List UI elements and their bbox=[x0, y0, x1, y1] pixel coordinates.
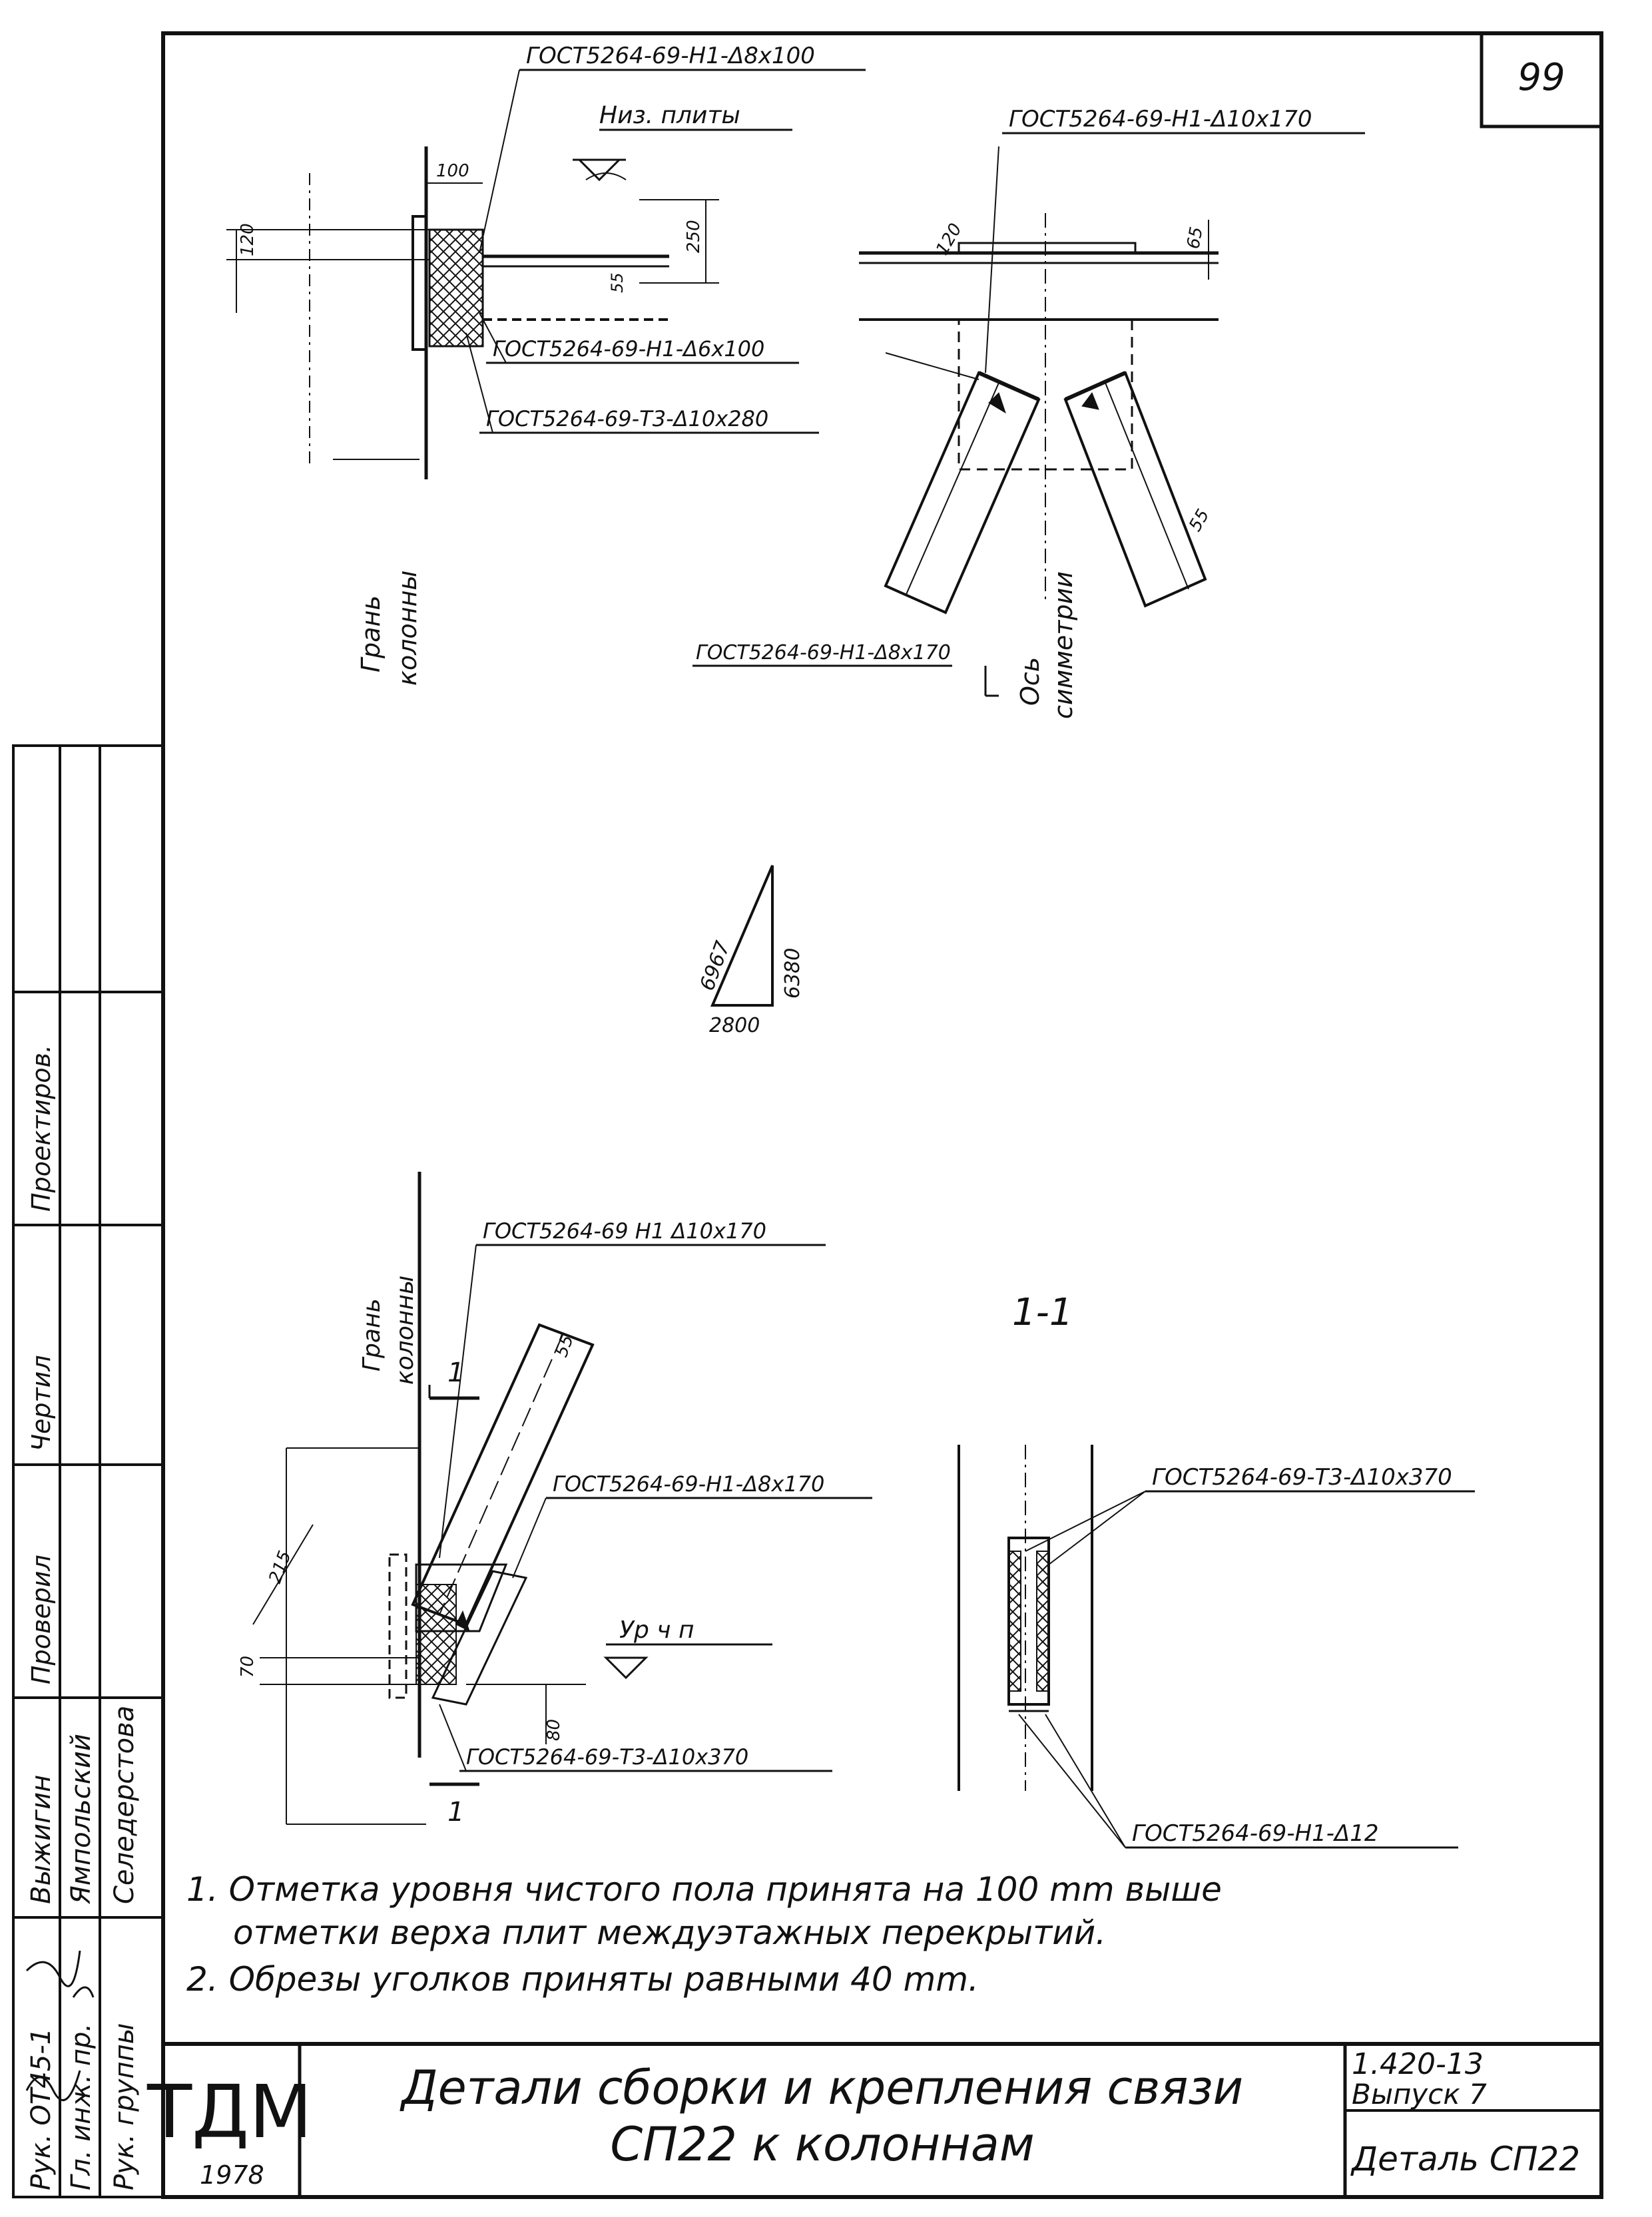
dimension-label: 70 bbox=[238, 1655, 258, 1678]
weld-label: ГОСТ5264-69-Н1-Δ8x170 bbox=[696, 641, 951, 664]
weld-label: ГОСТ5264-69-Т3-Δ10x370 bbox=[466, 1744, 749, 1770]
notes bbox=[186, 1870, 1222, 1999]
column-face-label: Грань bbox=[356, 595, 386, 672]
weld-label: ГОСТ5264-69-Н1-Δ12 bbox=[1132, 1820, 1379, 1847]
note-line: отметки верха плит междуэтажных перекрытий. bbox=[233, 1913, 1107, 1952]
stamp-block bbox=[13, 746, 163, 2197]
section-mark: 1 bbox=[447, 1797, 465, 1828]
stamp-name-3: Селедерстова bbox=[109, 1705, 140, 1904]
geometry-triangle bbox=[712, 865, 772, 1005]
stamp-role-3: Рук. группы bbox=[109, 2023, 140, 2190]
triangle-hypotenuse: 6967 bbox=[695, 938, 735, 994]
detail-top-right-labels bbox=[696, 106, 1312, 719]
page-number: 99 bbox=[1517, 56, 1565, 99]
organization-logo: ТДМ bbox=[146, 2069, 313, 2154]
dimension-label: 100 bbox=[436, 161, 469, 181]
dimension-label: 55 bbox=[1185, 505, 1214, 535]
title-block bbox=[146, 2047, 1580, 2190]
weld-hatch bbox=[429, 230, 483, 346]
dimension-label: 215 bbox=[265, 1548, 296, 1587]
dimension-label: 55 bbox=[551, 1332, 578, 1360]
stamp-name-2: Ямпольский bbox=[66, 1734, 97, 1904]
column-face-label: колонны bbox=[393, 570, 422, 686]
detail-name: Деталь СП22 bbox=[1352, 2140, 1581, 2178]
note-line: 2. Обрезы уголков приняты равными 40 mm. bbox=[186, 1960, 979, 1999]
embedded-plate bbox=[413, 216, 426, 350]
issue-number: Выпуск 7 bbox=[1352, 2078, 1487, 2110]
weld-label: ГОСТ5264-69-Н1-Δ6x100 bbox=[493, 336, 765, 362]
column-face-label: Грань bbox=[358, 1298, 386, 1371]
stamp-cell-2: Чертил bbox=[27, 1355, 56, 1451]
dimension-label: 80 bbox=[544, 1718, 564, 1741]
level-label: Низ. плиты bbox=[599, 102, 740, 129]
triangle-base: 2800 bbox=[709, 1014, 760, 1037]
dimension-label: 55 bbox=[608, 272, 627, 293]
section-1-1 bbox=[959, 1445, 1475, 1848]
column-face-label: колонны bbox=[392, 1275, 419, 1385]
stamp-text bbox=[26, 1045, 140, 2190]
detail-top-right bbox=[692, 133, 1365, 696]
detail-top-left-labels bbox=[238, 43, 815, 686]
triangle-labels bbox=[696, 938, 804, 1037]
weld-label: ГОСТ5264-69-Т3-Δ10x370 bbox=[1152, 1464, 1452, 1491]
note-line: 1. Отметка уровня чистого пола принята на 100 mm выше bbox=[186, 1870, 1222, 1909]
symmetry-axis-label: симметрии bbox=[1049, 571, 1078, 719]
year: 1978 bbox=[200, 2160, 264, 2190]
sheet-title-line-1: Детали сборки и крепления связи bbox=[401, 2061, 1244, 2115]
dimension-label: 250 bbox=[684, 220, 704, 253]
detail-bottom-left-labels bbox=[238, 1218, 824, 1828]
weld-label: ГОСТ5264-69-Т3-Δ10x280 bbox=[486, 406, 769, 431]
section-mark: 1 bbox=[447, 1357, 465, 1388]
symmetry-axis-label: Ось bbox=[1015, 656, 1045, 706]
stamp-cell-1: Проверил bbox=[27, 1555, 56, 1684]
document-designation: 1.420-13 bbox=[1352, 2047, 1484, 2081]
section-title: 1-1 bbox=[1012, 1291, 1073, 1334]
stamp-name-1: Выжигин bbox=[26, 1774, 57, 1904]
stamp-role-1: Рук. ОТ45-1 bbox=[26, 2027, 57, 2190]
stamp-cell-3: Проектиров. bbox=[27, 1045, 56, 1212]
dimension-label: 120 bbox=[932, 220, 966, 259]
section-1-1-labels bbox=[1012, 1291, 1452, 1847]
triangle-vertical: 6380 bbox=[781, 947, 804, 999]
level-label: Ур ч п bbox=[619, 1616, 694, 1644]
sheet-title-line-2: СП22 к колоннам bbox=[610, 2117, 1035, 2172]
dimension-label: 120 bbox=[238, 223, 258, 256]
weld-label: ГОСТ5264-69-Н1-Δ8x170 bbox=[553, 1471, 825, 1497]
weld-label: ГОСТ5264-69-Н1-Δ10x170 bbox=[1009, 106, 1312, 132]
weld-label: ГОСТ5264-69 Н1 Δ10x170 bbox=[483, 1218, 766, 1244]
weld-label: ГОСТ5264-69-Н1-Δ8x100 bbox=[526, 43, 815, 69]
stamp-role-2: Гл. инж. пр. bbox=[66, 2023, 97, 2190]
dimension-label: 65 bbox=[1183, 225, 1207, 251]
